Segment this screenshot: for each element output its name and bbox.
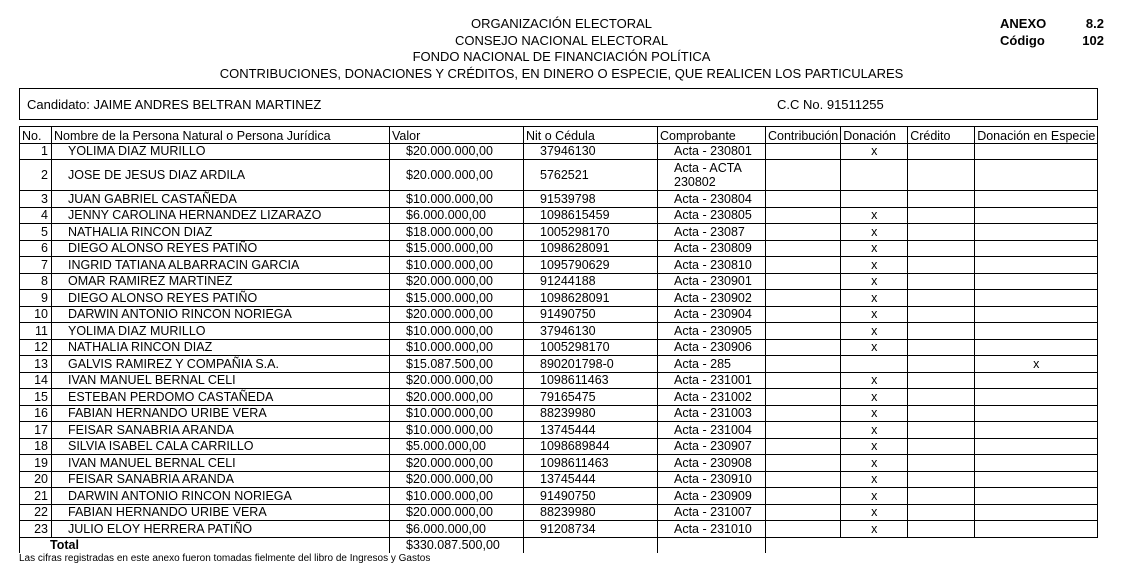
cell-no: 20 [20,471,52,488]
table-row [20,240,1098,257]
anexo-value: 8.2 [1085,16,1104,31]
cell-credito [908,143,975,160]
cell-donacion: x [841,372,908,389]
cell-comp: Acta - 230905 [658,323,766,340]
col-header-especie: Donación en Especie [975,127,1098,144]
cell-donacion: x [841,207,908,224]
table-row [20,422,1098,439]
cell-credito [908,224,975,241]
cell-credito [908,438,975,455]
cell-credito [908,160,975,191]
cell-name: NATHALIA RINCON DIAZ [52,339,390,356]
header-line-2: CONSEJO NACIONAL ELECTORAL [454,32,669,48]
cell-donacion: x [841,257,908,274]
col-header-donacion: Donación [841,127,908,144]
cell-especie [975,405,1098,422]
cell-no: 15 [20,389,52,406]
cell-nit: 890201798-0 [524,356,658,373]
cell-name: FABIAN HERNANDO URIBE VERA [52,405,390,422]
cell-contribucion [766,323,841,340]
cell-donacion: x [841,389,908,406]
cell-no: 7 [20,257,52,274]
cell-especie [975,339,1098,356]
col-header-name: Nombre de la Persona Natural o Persona Jurídica [52,127,390,144]
header-line-3: FONDO NACIONAL DE FINANCIACIÓN POLÍTICA [412,49,711,64]
cell-credito [908,372,975,389]
cell-credito [908,323,975,340]
cell-no: 10 [20,306,52,323]
cell-no: 16 [20,405,52,422]
cell-name: IVAN MANUEL BERNAL CELI [52,455,390,472]
cell-valor: $20.000.000,00 [390,455,524,472]
cell-especie [975,455,1098,472]
candidate-box [19,88,1098,120]
header-line-4: CONTRIBUCIONES, DONACIONES Y CRÉDITOS, EN DINERO O ESPECIE, QUE REALICEN LOS PARTICULARES [219,65,904,81]
cell-name: YOLIMA DIAZ MURILLO [52,143,390,160]
cell-comp: Acta - ACTA 230802 [658,160,766,191]
candidate-name: Candidato: JAIME ANDRES BELTRAN MARTINEZ [27,97,322,112]
cell-nit: 13745444 [524,422,658,439]
table-row [20,143,1098,160]
table-row [20,257,1098,274]
cell-nit: 1098615459 [524,207,658,224]
table-header-row [20,127,1098,144]
cell-especie [975,438,1098,455]
cell-name: DARWIN ANTONIO RINCON NORIEGA [52,306,390,323]
cell-contribucion [766,488,841,505]
table-row [20,356,1098,373]
cell-credito [908,471,975,488]
cell-valor: $15.087.500,00 [390,356,524,373]
cell-nit: 1005298170 [524,339,658,356]
cell-nit: 1098628091 [524,240,658,257]
table-row [20,224,1098,241]
cell-contribucion [766,455,841,472]
cell-valor: $6.000.000,00 [390,521,524,538]
cell-credito [908,290,975,307]
cell-comp: Acta - 231001 [658,372,766,389]
cell-name: FABIAN HERNANDO URIBE VERA [52,504,390,521]
col-header-nit: Nit o Cédula [524,127,658,144]
cell-name: DIEGO ALONSO REYES PATIÑO [52,240,390,257]
cell-donacion: x [841,471,908,488]
cell-contribucion [766,207,841,224]
cell-valor: $15.000.000,00 [390,290,524,307]
cell-no: 17 [20,422,52,439]
cell-donacion: x [841,323,908,340]
cell-name: YOLIMA DIAZ MURILLO [52,323,390,340]
table-row [20,488,1098,505]
cell-no: 8 [20,273,52,290]
table-row [20,323,1098,340]
cell-especie [975,521,1098,538]
cell-comp: Acta - 285 [658,356,766,373]
cell-contribucion [766,504,841,521]
cell-nit: 91490750 [524,306,658,323]
cell-no: 2 [20,160,52,191]
cell-valor: $5.000.000,00 [390,438,524,455]
cell-no: 9 [20,290,52,307]
cell-name: ESTEBAN PERDOMO CASTAÑEDA [52,389,390,406]
cell-contribucion [766,273,841,290]
cell-name: IVAN MANUEL BERNAL CELI [52,372,390,389]
cell-especie: x [975,356,1098,373]
cell-comp: Acta - 230805 [658,207,766,224]
cell-credito [908,455,975,472]
cell-valor: $10.000.000,00 [390,488,524,505]
cell-credito [908,488,975,505]
cell-donacion: x [841,240,908,257]
cell-name: INGRID TATIANA ALBARRACIN GARCIA [52,257,390,274]
cell-name: JULIO ELOY HERRERA PATIÑO [52,521,390,538]
cell-donacion [841,191,908,208]
cell-comp: Acta - 230801 [658,143,766,160]
cell-credito [908,422,975,439]
cell-especie [975,471,1098,488]
cell-no: 21 [20,488,52,505]
cell-credito [908,191,975,208]
cell-nit: 1098611463 [524,455,658,472]
table-row [20,372,1098,389]
cell-valor: $20.000.000,00 [390,160,524,191]
cell-comp: Acta - 231007 [658,504,766,521]
cell-contribucion [766,224,841,241]
cell-comp: Acta - 230904 [658,306,766,323]
cell-comp: Acta - 230906 [658,339,766,356]
cell-especie [975,290,1098,307]
cell-comp: Acta - 230810 [658,257,766,274]
cell-nit: 37946130 [524,143,658,160]
cell-valor: $20.000.000,00 [390,504,524,521]
cell-contribucion [766,257,841,274]
table-row [20,504,1098,521]
cell-valor: $20.000.000,00 [390,471,524,488]
cell-name: NATHALIA RINCON DIAZ [52,224,390,241]
total-label: Total [20,537,390,553]
total-row [20,537,1098,553]
cell-valor: $20.000.000,00 [390,143,524,160]
col-header-no: No. [20,127,52,144]
cell-especie [975,224,1098,241]
cell-especie [975,389,1098,406]
cell-donacion: x [841,339,908,356]
table-row [20,455,1098,472]
cell-comp: Acta - 231003 [658,405,766,422]
col-header-contribucion: Contribución [766,127,841,144]
cell-donacion: x [841,290,908,307]
cell-donacion: x [841,488,908,505]
table-row [20,160,1098,191]
cell-credito [908,405,975,422]
cell-especie [975,306,1098,323]
cell-credito [908,207,975,224]
cell-contribucion [766,290,841,307]
cell-no: 1 [20,143,52,160]
cell-no: 13 [20,356,52,373]
anexo-label: ANEXO [1000,16,1047,31]
cell-no: 18 [20,438,52,455]
cell-valor: $18.000.000,00 [390,224,524,241]
table-row [20,191,1098,208]
document-header [0,16,1123,82]
cell-nit: 91244188 [524,273,658,290]
cell-nit: 88239980 [524,504,658,521]
cell-donacion [841,160,908,191]
cell-nit: 1005298170 [524,224,658,241]
col-header-comprobante: Comprobante [658,127,766,144]
cell-valor: $10.000.000,00 [390,257,524,274]
cell-name: DARWIN ANTONIO RINCON NORIEGA [52,488,390,505]
cell-contribucion [766,143,841,160]
cell-nit: 91490750 [524,488,658,505]
anexo-block [1000,16,1104,49]
cell-valor: $20.000.000,00 [390,273,524,290]
cell-no: 14 [20,372,52,389]
cell-donacion: x [841,405,908,422]
cell-especie [975,488,1098,505]
cell-nit: 1098611463 [524,372,658,389]
cell-nit: 79165475 [524,389,658,406]
cell-donacion: x [841,438,908,455]
cell-donacion: x [841,521,908,538]
cell-name: JENNY CAROLINA HERNANDEZ LIZARAZO [52,207,390,224]
cell-valor: $10.000.000,00 [390,323,524,340]
cell-comp: Acta - 230901 [658,273,766,290]
cell-donacion: x [841,455,908,472]
cell-contribucion [766,240,841,257]
cell-name: SILVIA ISABEL CALA CARRILLO [52,438,390,455]
cell-comp: Acta - 230909 [658,488,766,505]
cell-name: FEISAR SANABRIA ARANDA [52,422,390,439]
cell-especie [975,143,1098,160]
table-row [20,306,1098,323]
cell-contribucion [766,521,841,538]
cell-name: OMAR RAMIREZ MARTINEZ [52,273,390,290]
cell-credito [908,389,975,406]
candidate-cc: C.C No. 91511255 [777,97,884,112]
cell-valor: $15.000.000,00 [390,240,524,257]
cell-comp: Acta - 230809 [658,240,766,257]
header-line-1: ORGANIZACIÓN ELECTORAL [470,16,653,31]
cell-no: 11 [20,323,52,340]
cell-credito [908,273,975,290]
cell-name: JOSE DE JESUS DIAZ ARDILA [52,160,390,191]
cell-contribucion [766,471,841,488]
cell-nit: 1098628091 [524,290,658,307]
cell-no: 19 [20,455,52,472]
table-row [20,438,1098,455]
cell-donacion: x [841,224,908,241]
footer-note: Las cifras registradas en este anexo fueron tomadas fielmente del libro de Ingresos y Gastos [19,553,431,564]
cell-especie [975,323,1098,340]
cell-comp: Acta - 23087 [658,224,766,241]
cell-comp: Acta - 230804 [658,191,766,208]
cell-especie [975,372,1098,389]
cell-valor: $10.000.000,00 [390,405,524,422]
cell-comp: Acta - 231010 [658,521,766,538]
cell-name: JUAN GABRIEL CASTAÑEDA [52,191,390,208]
cell-donacion [841,356,908,373]
cell-credito [908,240,975,257]
cell-contribucion [766,372,841,389]
cell-contribucion [766,389,841,406]
col-header-valor: Valor [390,127,524,144]
cell-no: 23 [20,521,52,538]
table-row [20,405,1098,422]
cell-especie [975,504,1098,521]
table-row [20,290,1098,307]
cell-contribucion [766,405,841,422]
table-row [20,389,1098,406]
contributions-table [19,126,1098,553]
cell-nit: 91208734 [524,521,658,538]
cell-valor: $10.000.000,00 [390,422,524,439]
cell-contribucion [766,306,841,323]
cell-donacion: x [841,504,908,521]
cell-credito [908,356,975,373]
table-row [20,521,1098,538]
cell-especie [975,191,1098,208]
cell-name: GALVIS RAMIREZ Y COMPAÑIA S.A. [52,356,390,373]
cell-especie [975,257,1098,274]
table-row [20,207,1098,224]
cell-contribucion [766,191,841,208]
cell-nit: 1098689844 [524,438,658,455]
cell-contribucion [766,356,841,373]
total-valor: $330.087.500,00 [390,537,524,553]
cell-nit: 5762521 [524,160,658,191]
cell-credito [908,521,975,538]
cell-comp: Acta - 231002 [658,389,766,406]
cell-no: 6 [20,240,52,257]
cell-no: 22 [20,504,52,521]
cell-nit: 37946130 [524,323,658,340]
cell-comp: Acta - 230908 [658,455,766,472]
cell-credito [908,504,975,521]
cell-contribucion [766,339,841,356]
cell-nit: 1095790629 [524,257,658,274]
cell-credito [908,306,975,323]
cell-valor: $10.000.000,00 [390,339,524,356]
table-row [20,273,1098,290]
col-header-credito: Crédito [908,127,975,144]
cell-nit: 91539798 [524,191,658,208]
cell-credito [908,339,975,356]
cell-donacion: x [841,306,908,323]
table-row [20,339,1098,356]
cell-comp: Acta - 231004 [658,422,766,439]
cell-valor: $20.000.000,00 [390,306,524,323]
cell-valor: $20.000.000,00 [390,372,524,389]
table-row [20,471,1098,488]
cell-credito [908,257,975,274]
cell-no: 5 [20,224,52,241]
cell-no: 3 [20,191,52,208]
cell-name: FEISAR SANABRIA ARANDA [52,471,390,488]
cell-especie [975,422,1098,439]
cell-especie [975,273,1098,290]
codigo-value: 102 [1082,32,1104,48]
cell-nit: 13745444 [524,471,658,488]
codigo-label: Código [1000,32,1045,48]
cell-comp: Acta - 230902 [658,290,766,307]
cell-no: 12 [20,339,52,356]
cell-valor: $10.000.000,00 [390,191,524,208]
cell-especie [975,160,1098,191]
cell-comp: Acta - 230910 [658,471,766,488]
cell-especie [975,240,1098,257]
cell-valor: $20.000.000,00 [390,389,524,406]
cell-donacion: x [841,273,908,290]
cell-no: 4 [20,207,52,224]
cell-donacion: x [841,143,908,160]
cell-contribucion [766,160,841,191]
cell-contribucion [766,422,841,439]
cell-comp: Acta - 230907 [658,438,766,455]
cell-especie [975,207,1098,224]
cell-donacion: x [841,422,908,439]
cell-contribucion [766,438,841,455]
cell-valor: $6.000.000,00 [390,207,524,224]
cell-name: DIEGO ALONSO REYES PATIÑO [52,290,390,307]
cell-nit: 88239980 [524,405,658,422]
